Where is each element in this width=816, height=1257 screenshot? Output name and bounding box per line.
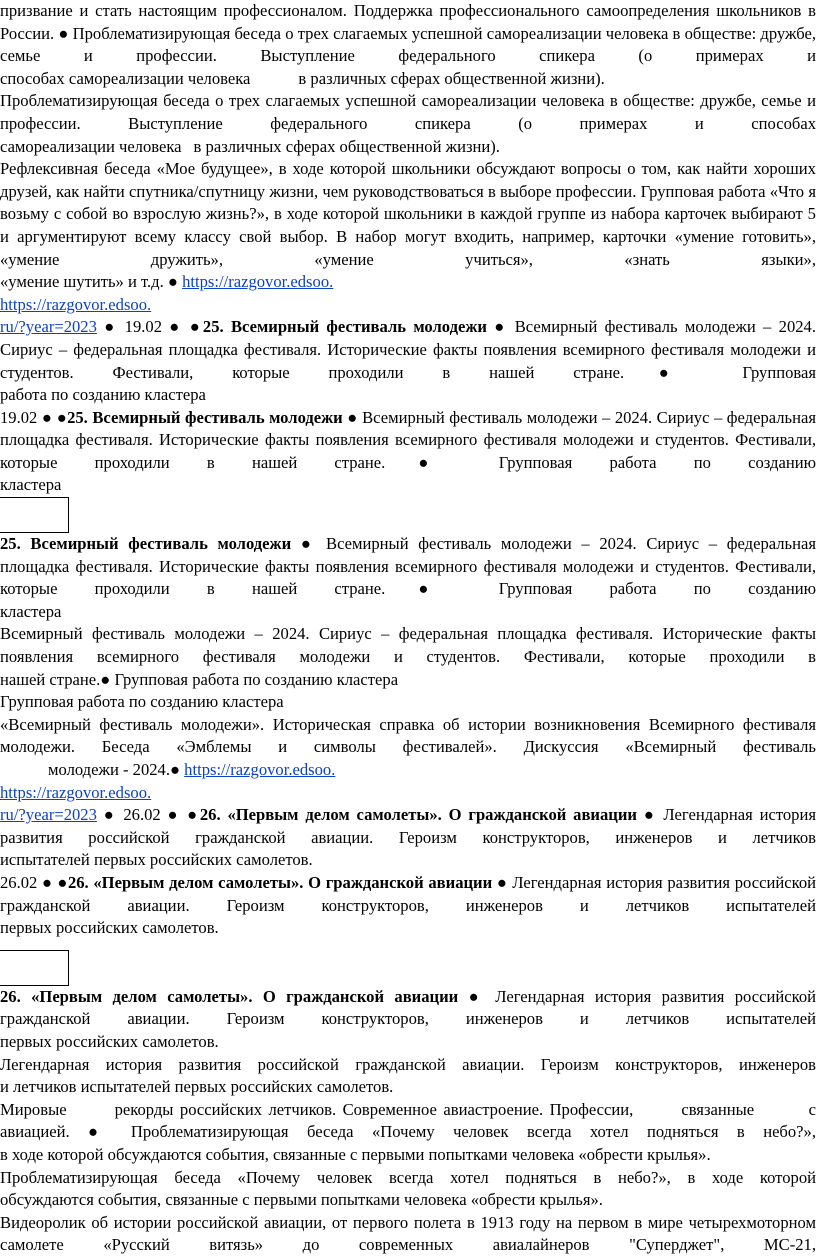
paragraph-festival-a [0,316,816,384]
text-span: способах самореализации человека [0,68,251,88]
paragraph-line [0,759,816,782]
text-line: федеральная площадка фестиваля. Исторические факты появления всемирного фестиваля молодежи [0,407,816,450]
lesson-title: 26. «Первым делом самолеты». О гражданской авиации [67,872,493,892]
paragraph-line [0,782,816,805]
paragraph-aviation-a [0,804,816,849]
text-line: «Всемирный фестиваль молодежи». Историческая справка об истории возникновения Всемирного [0,714,735,734]
paragraph-festival-f [0,714,816,759]
paragraph-line [0,271,816,294]
paragraph-line [0,601,816,624]
text-line: российской гражданской авиации. Героизм конструкторов, инженеров и летчиков испытателей [0,986,816,1029]
text-span: первых российских самолетов. [0,918,219,938]
lesson-title: 26. «Первым делом самолеты». О гражданской авиации [0,986,459,1006]
paragraph-line [0,68,816,91]
text-line: Групповая работа «Что я возьму с собой во взрослую жизнь?», в ходе которой школьники в каждой [0,181,816,224]
paragraph-line [0,691,816,714]
lesson-title: 25. Всемирный фестиваль молодежи [202,317,487,337]
paragraph-festival-b [0,407,816,475]
text-span: связанные [681,1099,755,1119]
year-link[interactable]: ru/?year=2023 [0,805,97,825]
paragraph-festival-c [0,533,816,601]
text-line: история развития российской гражданской авиации. Героизм конструкторов, инженеров и летчиков [0,805,816,847]
text-span: ● 19.02 ● ● [104,317,203,337]
text-line: группе из набора карточек выбирают 5 и аргументируют всему классу свой выбор. В набор могут [0,204,816,246]
text-span: в различных сферах общественной жизни). [298,68,605,88]
razgovor-link[interactable]: https://razgovor.edsoo. [182,272,334,292]
text-span: и летчиков испытателей первых российских самолетов. [0,1077,394,1097]
text-line: школьников в России. ● Проблематизирующая беседа о трех слагаемых успешной самореализации [0,1,816,43]
text-line: Легендарная история развития российской гражданской авиации. Героизм конструкторов, инженеров [0,1054,816,1074]
text-span: Групповая работа по созданию кластера [0,692,284,712]
text-line: дружбе, семье и профессии. Выступление федерального спикера (о примерах и способах [0,91,816,133]
paragraph-line [0,669,816,692]
text-line: четырехмоторном самолете «Русский витязь» до современных авиалайнеров "Суперджет", МС-21, [0,1212,816,1255]
text-line: федеральная площадка фестиваля. Исторические факты появления всемирного фестиваля молодежи [0,534,816,576]
text-span: работа по созданию кластера [0,385,206,405]
text-span: ● Легендарная [643,805,753,825]
paragraph-aviation-d [0,1054,816,1077]
text-span: ● 26.02 ● ● [103,805,200,825]
text-line: призвание и стать настоящим профессионалом. Поддержка профессионального самоопределения [0,1,710,20]
razgovor-link[interactable]: https://razgovor.edsoo. [0,294,152,314]
text-span: молодежи - 2024.● [48,760,181,779]
text-line: хороших друзей, как найти спутника/спутницу жизни, чем руководствоваться в выборе профессии. [0,159,816,201]
paragraph-line [0,136,816,159]
text-line: Видеоролик об истории российской авиации, от первого полета в 1913 году на первом в мире [0,1212,683,1232]
text-span: ● Легендарная история развития [496,872,731,892]
text-line: 2024. Сириус – федеральная площадка фестиваля. Исторические факты появления всемирного [0,317,816,359]
paragraph-aviation-f [0,1167,816,1190]
text-line: фестиваля молодежи. Беседа «Эмблемы и символы фестивалей». Дискуссия «Всемирный фестиваль [0,714,816,757]
text-span: в различных сферах общественной жизни). [193,136,500,156]
text-span: самореализации человека [0,136,182,156]
text-span: первых российских самолетов. [0,1031,219,1051]
text-line: с авиацией. ● Проблематизирующая беседа «Почему человек всегда хотел подняться в небо?», [0,1099,816,1142]
text-line: входить, например, карточки «умение готовить», «умение дружить», «умение учиться», «знать языки», [0,226,816,269]
paragraph-aviation-b [0,872,816,917]
text-line: российской гражданской авиации. Героизм конструкторов, инженеров и летчиков испытателей [0,872,816,915]
paragraph-line [0,1031,816,1054]
text-span: ● Легендарная история развития [468,986,725,1006]
paragraph-line [0,1189,816,1212]
empty-table-cell [0,497,69,533]
text-span: обсуждаются события, связанные с первыми попытками человека «обрести крылья». [0,1190,603,1210]
text-span: Мировые [0,1099,67,1119]
text-span: ● Всемирный фестиваль молодежи – [494,317,772,337]
text-line: Проблематизирующая беседа о трех слагаемых успешной самореализации человека в обществе: [0,91,695,111]
text-line: фестиваля молодежи и студентов. Фестивали, которые проходили в нашей стране.● Групповая [0,339,816,382]
paragraph-line [0,1144,816,1167]
lesson-title: 26. «Первым делом самолеты». О гражданской авиации [199,805,637,825]
text-line: человека в обществе: дружбе, семье и профессии. Выступление федерального спикера (о примерах и [0,23,816,66]
text-line: Всемирный фестиваль молодежи – 2024. Сириус – федеральная площадка фестиваля. Исторические [0,624,763,644]
text-line: Рефлексивная беседа «Мое будущее», в ходе которой школьники обсуждают вопросы о том, как найти [0,159,748,179]
paragraph-line [0,917,816,940]
text-span: кластера [0,475,62,495]
text-span: 26.02 ● ● [0,872,68,892]
lesson-title: 25. Всемирный фестиваль молодежи [0,534,292,554]
year-link[interactable]: ru/?year=2023 [0,317,97,337]
text-span: «умение шутить» и т.д. ● [0,272,178,292]
paragraph-aviation-e [0,1099,816,1144]
razgovor-link[interactable]: https://razgovor.edsoo. [0,782,152,802]
text-span: в ходе которой обсуждаются события, связанные с первыми попытками человека «обрести крылья». [0,1144,711,1164]
text-span: 19.02 ● ● [0,407,68,427]
text-line: и студентов. Фестивали, которые проходили в нашей стране.● Групповая работа по созданию [0,430,816,472]
razgovor-link[interactable]: https://razgovor.edsoo. [184,760,336,779]
text-line: Проблематизирующая беседа «Почему человек всегда хотел подняться в небо?», в ходе которой [0,1167,816,1187]
paragraph-aviation-g [0,1212,816,1257]
paragraph-self-realization [0,0,816,68]
paragraph-aviation-c [0,986,816,1031]
text-span: ● Всемирный фестиваль молодежи – 2024. Сириус – [347,407,723,427]
paragraph-line [0,1076,816,1099]
text-span: рекорды российских летчиков. Современное авиастроение. Профессии, [114,1099,634,1119]
paragraph-line [0,474,816,497]
text-span: ● Всемирный фестиваль молодежи – 2024. Сириус – [300,534,718,554]
lesson-title: 25. Всемирный фестиваль молодежи [67,407,343,427]
text-line: и студентов. Фестивали, которые проходили в нашей стране.● Групповая работа по созданию [0,556,816,599]
text-span: испытателей первых российских самолетов. [0,850,313,870]
paragraph-reflexive-talk [0,158,816,271]
paragraph-line [0,384,816,407]
text-line: факты появления всемирного фестиваля молодежи и студентов. Фестивали, которые проходили в [0,624,816,667]
paragraph-problem-talk [0,90,816,135]
text-span: кластера [0,601,62,621]
paragraph-line [0,294,816,317]
paragraph-line [0,849,816,872]
empty-table-cell [0,950,69,986]
paragraph-festival-d [0,623,816,668]
text-span: нашей стране.● Групповая работа по созданию кластера [0,669,399,689]
